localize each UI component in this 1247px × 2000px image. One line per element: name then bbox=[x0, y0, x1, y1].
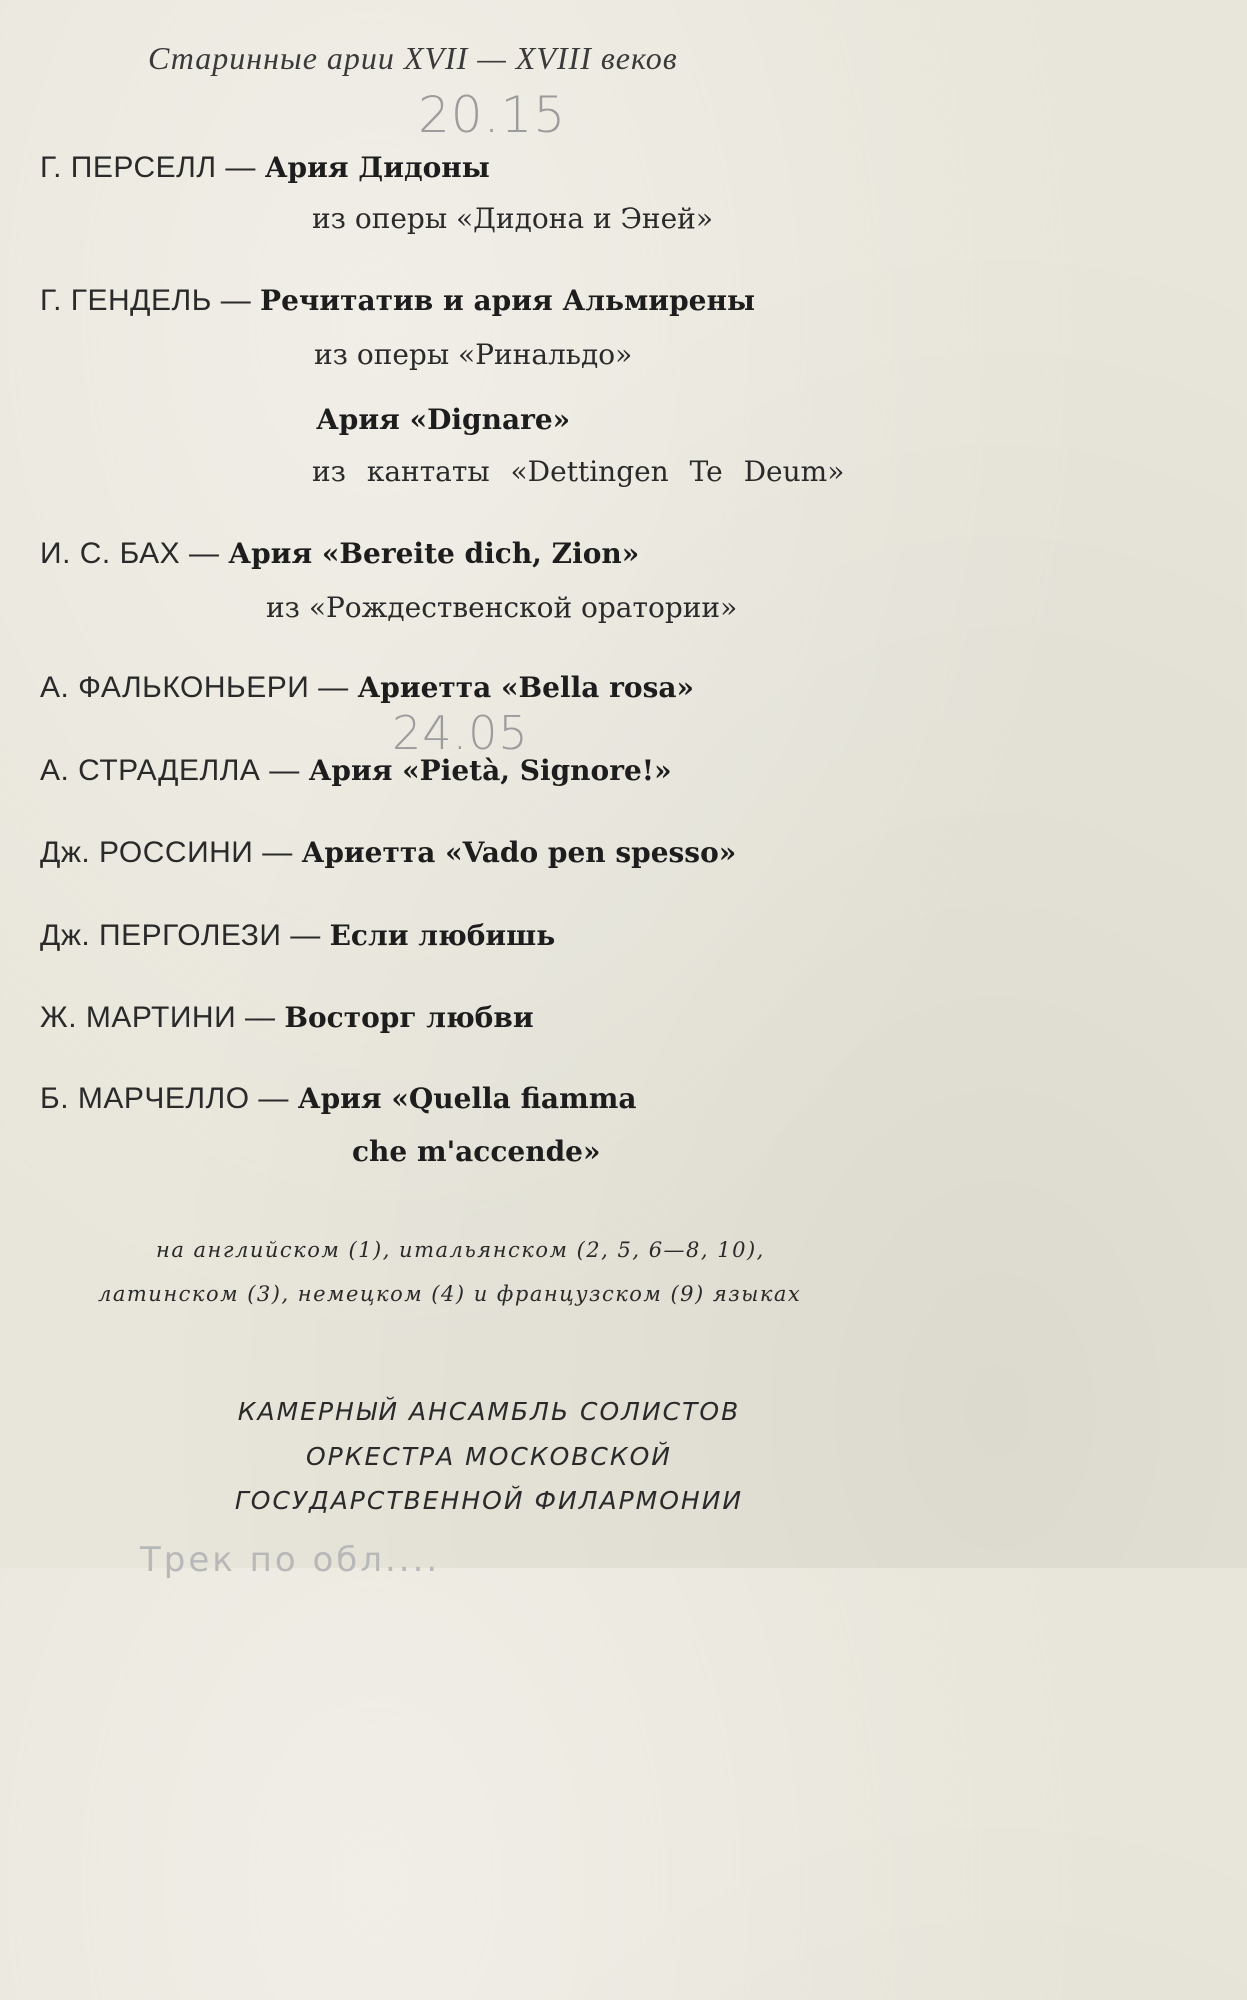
work-title: Ариетта «Vado pen spesso» bbox=[301, 836, 737, 869]
work-title: Ария «Pietà, Signore!» bbox=[308, 754, 672, 787]
track-2 bbox=[40, 283, 755, 318]
composer: Г. ГЕНДЕЛЬ — bbox=[40, 284, 261, 317]
track-1 bbox=[40, 150, 490, 185]
work-title: Если любишь bbox=[329, 919, 556, 952]
work-title: Восторг любви bbox=[284, 1001, 534, 1034]
composer: Дж. РОССИНИ — bbox=[40, 836, 302, 869]
composer: Дж. ПЕРГОЛЕЗИ — bbox=[40, 919, 330, 952]
work-title-continued: che m'accende» bbox=[352, 1135, 601, 1168]
ensemble-line-2: ОРКЕСТРА МОСКОВСКОЙ bbox=[305, 1442, 672, 1471]
track-3-title: Ария «Dignare» bbox=[316, 403, 571, 436]
track-8 bbox=[40, 918, 555, 953]
composer: Ж. МАРТИНИ — bbox=[40, 1001, 285, 1034]
languages-line-2: латинском (3), немецком (4) и французском (9) языках bbox=[98, 1282, 802, 1306]
pencil-note-2: 24.05 bbox=[392, 706, 529, 760]
ensemble-line-1: КАМЕРНЫЙ АНСАМБЛЬ СОЛИСТОВ bbox=[237, 1397, 741, 1426]
work-title: Ария «Quella fiamma bbox=[297, 1082, 637, 1115]
composer: Г. ПЕРСЕЛЛ — bbox=[40, 151, 265, 184]
track-7 bbox=[40, 835, 736, 870]
work-title: Речитатив и ария Альмирены bbox=[260, 284, 756, 317]
composer: А. ФАЛЬКОНЬЕРИ — bbox=[40, 671, 358, 704]
header-title: Старинные арии XVII — XVIII веков bbox=[148, 40, 678, 76]
composer: И. С. БАХ — bbox=[40, 537, 229, 570]
track-5 bbox=[40, 670, 694, 705]
work-source: из оперы «Ринальдо» bbox=[314, 338, 633, 371]
track-10 bbox=[40, 1081, 636, 1116]
work-title: Ариетта «Bella rosa» bbox=[357, 671, 694, 704]
ensemble-line-3: ГОСУДАРСТВЕННОЙ ФИЛАРМОНИИ bbox=[234, 1486, 744, 1515]
pencil-note-1: 20.15 bbox=[418, 86, 567, 144]
work-source: из кантаты «Dettingen Te Deum» bbox=[312, 455, 845, 488]
pencil-scrawl-bottom: Трек по обл.... bbox=[140, 1540, 441, 1580]
work-source: из «Рождественской оратории» bbox=[266, 591, 738, 624]
composer: Б. МАРЧЕЛЛО — bbox=[40, 1082, 298, 1115]
composer: А. СТРАДЕЛЛА — bbox=[40, 754, 309, 787]
track-4 bbox=[40, 536, 639, 571]
track-9 bbox=[40, 1000, 534, 1035]
track-6 bbox=[40, 753, 672, 788]
languages-line-1: на английском (1), итальянском (2, 5, 6—8, 10), bbox=[156, 1238, 765, 1262]
work-title: Ария Дидоны bbox=[264, 151, 490, 184]
work-source: из оперы «Дидона и Эней» bbox=[312, 202, 713, 235]
work-title: Ария «Bereite dich, Zion» bbox=[228, 537, 640, 570]
